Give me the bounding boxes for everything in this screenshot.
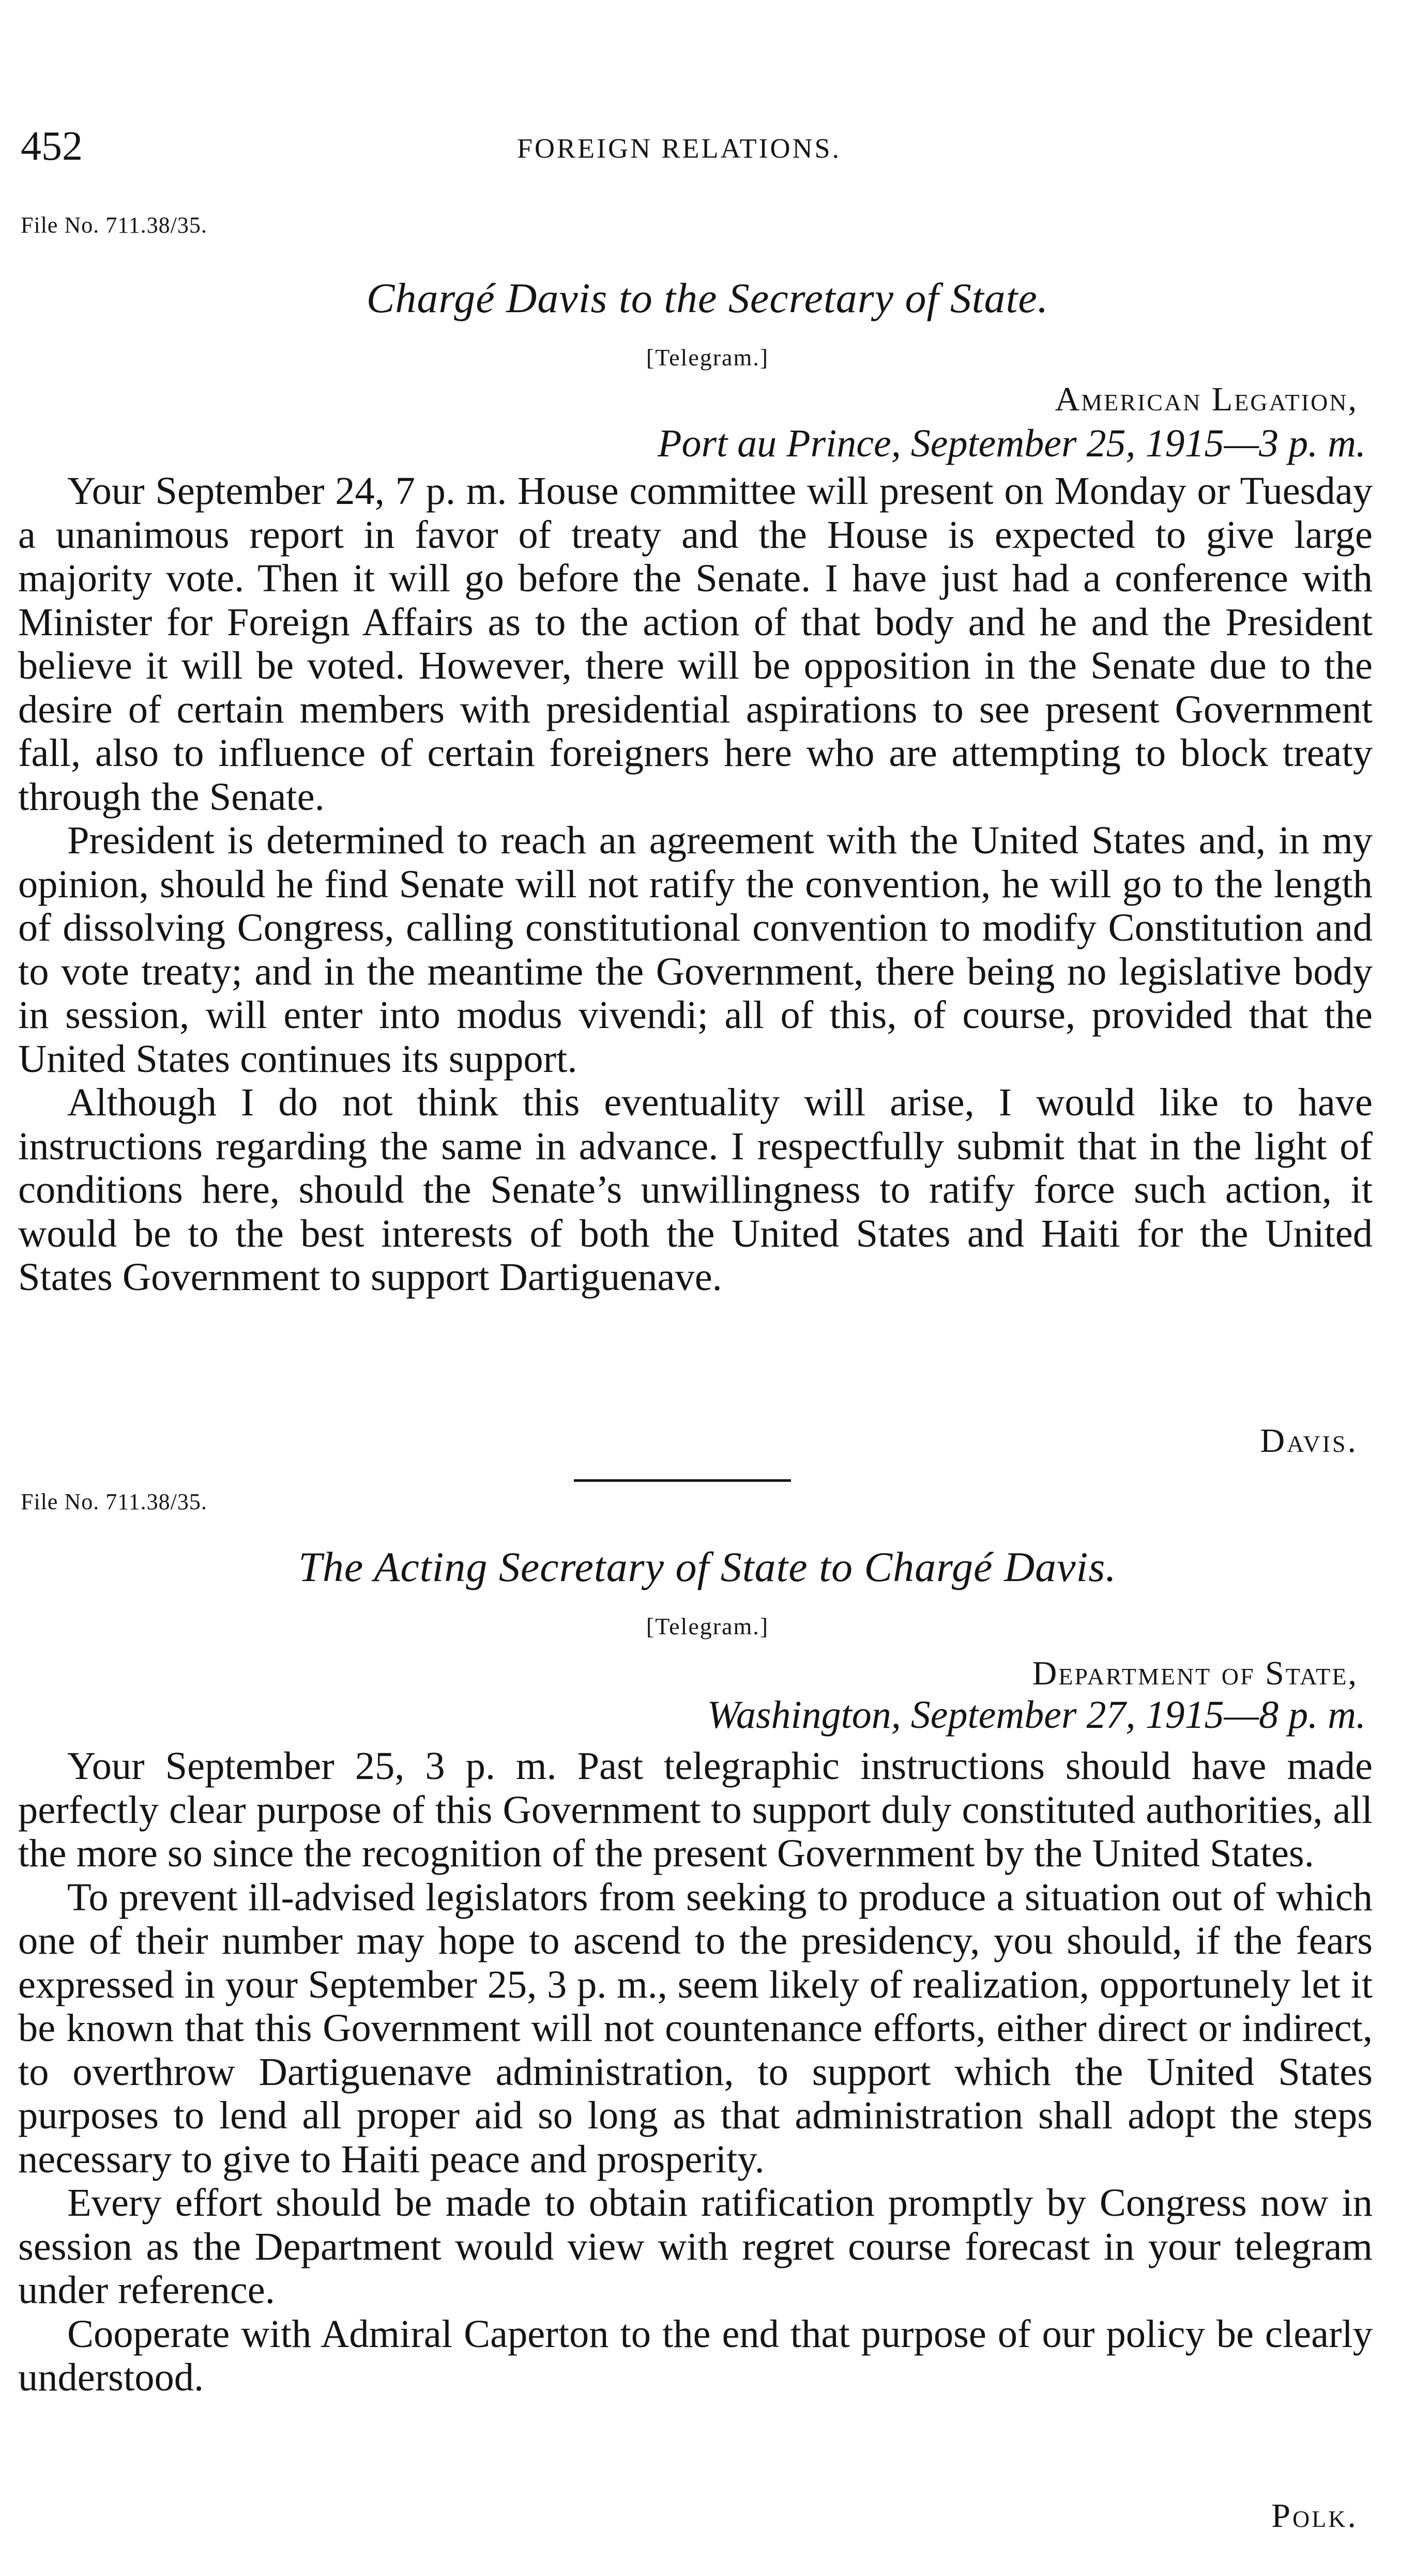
paragraph: Your September 25, 3 p. m. Past telegraphic instructions should have made perfectly clear purpose of this Government to support duly constituted authorities, all the more so since the recognition of the present Government by the United States. bbox=[18, 1744, 1373, 1875]
file-number: File No. 711.38/35. bbox=[21, 212, 207, 238]
sender-line: Department of State, bbox=[1032, 1654, 1358, 1692]
paragraph: To prevent ill-advised legislators from seeking to produce a situation out of which one of their number may hope to ascend to the presidency, you should, if the fears expressed in your September 25, 3 p. m., seem likely of realization, opportunely let it be known that this Government will not countenance efforts, either direct or indirect, to overthrow Dartiguenave administration, to support which the United States purposes to lend all proper aid so long as that administration shall adopt the steps necessary to give to Haiti peace and prosperity. bbox=[18, 1875, 1373, 2181]
telegram-label: [Telegram.] bbox=[646, 344, 769, 371]
document-title: Chargé Davis to the Secretary of State. bbox=[366, 274, 1049, 321]
document-title: The Acting Secretary of State to Chargé Davis. bbox=[298, 1543, 1117, 1590]
running-head bbox=[21, 123, 1384, 170]
telegram-body bbox=[18, 1744, 1373, 2400]
paragraph: Although I do not think this eventuality will arise, I would like to have instructions regarding the same in advance. I respectfully submit that in the light of conditions here, should the Senate’s unwillingness to ratify force such action, it would be to the best interests of both the United States and Haiti for the United States Government to support Dartiguenave. bbox=[18, 1080, 1373, 1299]
signature: Davis. bbox=[1260, 1422, 1358, 1460]
file-number: File No. 711.38/35. bbox=[21, 1489, 207, 1514]
telegram-body bbox=[18, 469, 1373, 1299]
running-title: FOREIGN RELATIONS. bbox=[517, 133, 842, 164]
paragraph: Your September 24, 7 p. m. House committee will present on Monday or Tuesday a unanimous report in favor of treaty and the House is expected to give large majority vote. Then it will go before the Senate. I have just had a conference with Minister for Foreign Affairs as to the action of that body and he and the President believe it will be voted. However, there will be opposition in the Senate due to the desire of certain members with presidential aspirations to see present Government fall, also to influence of certain foreigners here who are attempting to block treaty through the Senate. bbox=[18, 469, 1373, 819]
signature: Polk. bbox=[1271, 2497, 1358, 2535]
paragraph: Cooperate with Admiral Caperton to the end that purpose of our policy be clearly understood. bbox=[18, 2311, 1373, 2399]
section-divider bbox=[574, 1479, 791, 1482]
page-number: 452 bbox=[21, 124, 83, 169]
paragraph: Every effort should be made to obtain ratification promptly by Congress now in session as the Department would view with regret course forecast in your telegram under reference. bbox=[18, 2181, 1373, 2312]
sender-line: American Legation, bbox=[1055, 380, 1358, 418]
paragraph: President is determined to reach an agreement with the United States and, in my opinion, should he find Senate will not ratify the convention, he will go to the length of dissolving Congress, calling constitutional convention to modify Constitution and to vote treaty; and in the meantime the Government, there being no legislative body in session, will enter into modus vivendi; all of this, of course, provided that the United States continues its support. bbox=[18, 818, 1373, 1081]
telegram-label: [Telegram.] bbox=[646, 1613, 769, 1639]
dateline: Port au Prince, September 25, 1915—3 p. m. bbox=[658, 422, 1366, 465]
dateline: Washington, September 27, 1915—8 p. m. bbox=[707, 1693, 1366, 1737]
